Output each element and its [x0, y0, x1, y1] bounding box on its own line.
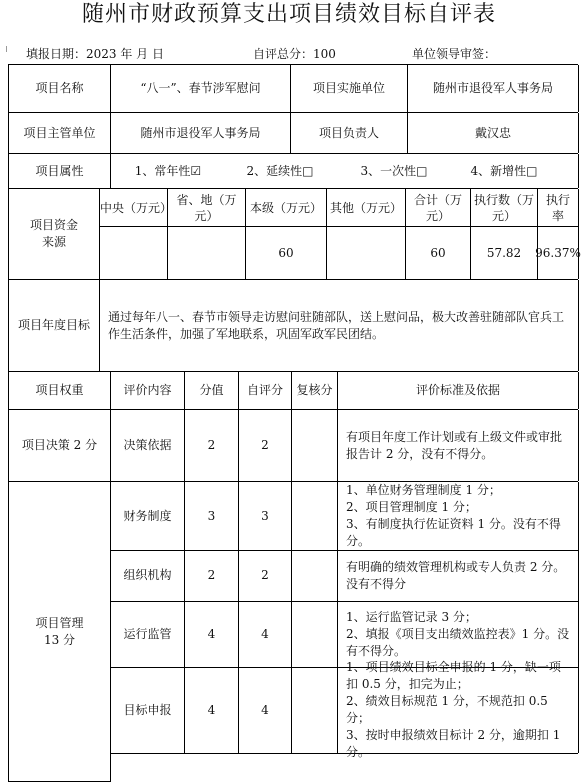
funding-other-header: 其他（万元） — [327, 189, 405, 227]
eval-header-content: 评价内容 — [111, 372, 185, 409]
eval-header-weight: 项目权重 — [9, 372, 111, 409]
fill-date-label: 填报日期： — [26, 47, 87, 61]
funding-central-header: 中央（万元） — [100, 189, 167, 227]
organization-review-score — [292, 550, 338, 601]
decision-weight: 项目决策 2 分 — [9, 410, 111, 481]
management-weight — [9, 482, 111, 782]
annual-goal-text: 通过每年八一、春节市领导走访慰问驻随部队，送上慰问品，极大改善驻随部队官兵工作生活条件，加强了军地联系，巩固军政军民团结。 — [100, 280, 579, 371]
attribute-continuing: 2、延续性□ — [246, 163, 314, 178]
funding-total — [406, 189, 471, 279]
supervision-standard-line-1: 1、运行监管记录 3 分； — [346, 609, 477, 624]
project-leader-value: 戴汉忠 — [408, 113, 579, 153]
leader-approval: 单位领导审签： — [412, 47, 497, 61]
finance-standard-line-1: 1、单位财务管理制度 1 分； — [346, 483, 501, 497]
finance-self-score: 3 — [239, 482, 292, 550]
funding-rate-value: 96.37% — [535, 246, 581, 260]
supervision-standard — [338, 601, 579, 667]
project-name-value: “八一”、春节涉军慰问 — [111, 65, 291, 112]
annual-goal-row — [8, 280, 578, 372]
target-standard — [338, 660, 579, 759]
attribute-label: 项目属性 — [9, 154, 111, 188]
eval-header-score: 分值 — [185, 372, 239, 409]
attribute-one-time: 3、一次性□ — [360, 163, 428, 178]
management-weight-title: 项目管理 — [35, 615, 84, 630]
funding-local-header: 本级（万元） — [246, 189, 326, 227]
decision-self-score: 2 — [239, 410, 292, 481]
target-standard-line-1: 1、项目绩效目标全申报的 1 分，缺一项扣 0.5 分，扣完为止； — [346, 660, 561, 691]
project-name-row — [8, 64, 578, 113]
management-block — [8, 482, 578, 782]
total-score — [253, 46, 336, 62]
attribute-new: 4、新增性□ — [470, 163, 538, 178]
finance-standard-line-2: 2、项目管理制度 1 分； — [346, 500, 477, 514]
organization-self-score: 2 — [239, 550, 292, 601]
funding-executed-value: 57.82 — [486, 246, 522, 260]
funding-other-value — [327, 227, 405, 279]
decision-score: 2 — [185, 410, 239, 481]
supervision-standard-line-2: 2、填报《项目支出绩效监控表》1 分。没有不得分。 — [346, 626, 570, 658]
funding-rate — [535, 189, 581, 279]
attribute-options — [111, 154, 579, 188]
supervisor-label: 项目主管单位 — [9, 113, 111, 153]
supervisor-value: 随州市退役军人事务局 — [111, 113, 291, 153]
target-self-score: 4 — [239, 667, 292, 753]
organization-score: 2 — [185, 550, 239, 601]
finance-review-score — [292, 482, 338, 550]
funding-local-value: 60 — [278, 246, 294, 260]
organization-content: 组织机构 — [111, 550, 185, 601]
supervision-score: 4 — [185, 601, 239, 667]
management-row-finance — [111, 482, 578, 551]
organization-standard-line: 有明确的绩效管理机构或专人负责 2 分。没有不得分 — [346, 559, 566, 591]
impl-unit-value: 随州市退役军人事务局 — [408, 65, 579, 112]
supervisor-row — [8, 113, 578, 154]
supervision-content: 运行监管 — [111, 601, 185, 667]
eval-header-self: 自评分 — [239, 372, 292, 409]
attribute-row — [8, 154, 578, 189]
decision-standard — [338, 410, 579, 481]
funding-row — [8, 189, 581, 280]
management-weight-score: 13 分 — [43, 632, 76, 647]
total-score-label: 自评总分： — [253, 47, 314, 61]
funding-local — [246, 189, 327, 279]
funding-provincial — [168, 189, 246, 279]
management-row-organization — [111, 550, 578, 602]
decision-review-score — [292, 410, 338, 481]
fill-date-value: 2023 年 月 日 — [86, 47, 164, 61]
target-content: 目标申报 — [111, 667, 185, 753]
eval-header-row — [8, 372, 578, 410]
page-title: 随州市财政预算支出项目绩效目标自评表 — [81, 2, 496, 27]
management-row-target — [111, 660, 578, 759]
finance-standard-line-3: 3、有制度执行佐证资料 1 分。没有不得分。 — [346, 517, 561, 548]
management-row-supervision — [111, 601, 578, 668]
annual-goal-label: 项目年度目标 — [9, 280, 100, 371]
supervision-review-score — [292, 601, 338, 667]
project-name-label: 项目名称 — [9, 65, 111, 112]
decision-standard-line: 有项目年度工作计划或有上级文件或审批报告计 2 分，没有不得分。 — [346, 429, 563, 461]
decision-content: 决策依据 — [111, 410, 185, 481]
target-review-score — [292, 667, 338, 753]
corner-mark — [0, 46, 7, 52]
funding-provincial-header: 省、地（万元） — [168, 189, 245, 227]
finance-score: 3 — [185, 482, 239, 550]
funding-total-value: 60 — [430, 246, 446, 260]
impl-unit-label: 项目实施单位 — [291, 65, 408, 112]
finance-standard — [338, 482, 579, 550]
funding-provincial-value — [168, 227, 245, 279]
fill-date — [26, 46, 164, 62]
funding-central — [100, 189, 173, 279]
funding-label: 项目资金来源 — [9, 189, 100, 279]
total-score-value: 100 — [313, 47, 336, 61]
project-leader-label: 项目负责人 — [291, 113, 408, 153]
finance-content: 财务制度 — [111, 482, 185, 550]
funding-central-value — [100, 227, 167, 279]
target-standard-line-3: 3、按时申报绩效目标计 2 分，逾期扣 1 分。 — [346, 728, 561, 759]
decision-row — [8, 410, 578, 482]
funding-executed — [471, 189, 538, 279]
organization-standard — [338, 550, 579, 601]
attribute-perennial: 1、常年性☑ — [134, 163, 202, 178]
target-standard-line-2: 2、绩效目标规范 1 分，不规范扣 0.5 分； — [346, 694, 548, 725]
target-score: 4 — [185, 667, 239, 753]
eval-header-review: 复核分 — [292, 372, 338, 409]
funding-executed-header: 执行数（万元） — [471, 189, 537, 227]
evaluation-table — [8, 64, 581, 782]
supervision-self-score: 4 — [239, 601, 292, 667]
eval-header-standard: 评价标准及依据 — [338, 372, 579, 409]
funding-rate-header: 执行率 — [538, 189, 578, 227]
funding-other — [327, 189, 406, 279]
funding-total-header: 合计（万元） — [406, 189, 470, 227]
